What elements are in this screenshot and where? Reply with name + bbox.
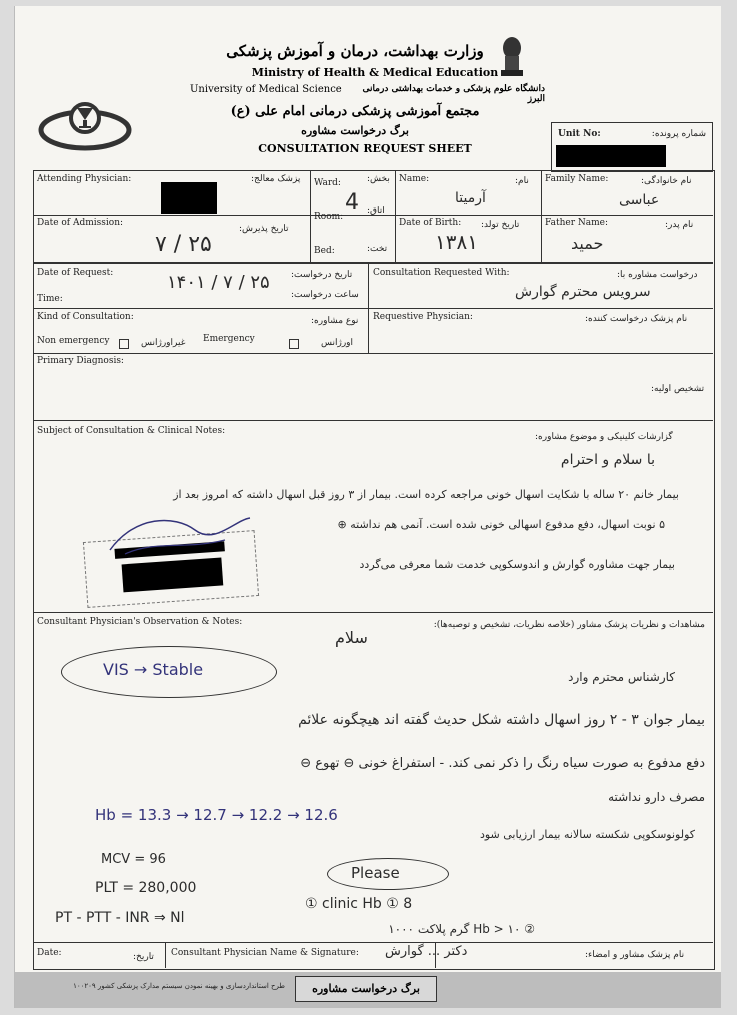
request-time-label-fa: ساعت درخواست: [291,290,359,300]
ministry-title-fa: وزارت بهداشت، درمان و آموزش پزشکی [226,42,484,60]
university-fa: دانشگاه علوم پزشکی و خدمات بهداشتی درمانی البرز [362,84,545,104]
non-emergency-label-fa: غیراورژانس [141,338,186,348]
family-name-label: Family Name: [545,174,609,184]
name-label-fa: نام: [515,176,529,186]
unit-no-label-fa: شماره پرونده: [651,129,706,139]
birth-date-label-fa: تاریخ تولد: [481,220,520,230]
obs-line-3: دفع مدفوع به صورت سیاه رنگ را ذکر نمی کند. - استفراغ خونی ⊖ تهوع ⊖ [300,756,705,771]
requested-with-label: Consultation Requested With: [373,268,510,278]
vis-note: VIS → Stable [103,660,204,679]
observation-salam: سلام [335,628,368,647]
signature-scribble [105,510,255,560]
request-date-value: ۱۴۰۱ / ۷ / ۲۵ [167,272,270,293]
father-name-value: حمید [571,234,604,253]
obs-hb-trend: Hb = 13.3 → 12.7 → 12.2 → 12.6 [95,806,338,824]
requested-with-value: سرویس محترم گوارش [515,284,651,300]
request-date-label-fa: تاریخ درخواست: [291,270,353,280]
obs-plt: PLT = 280,000 [95,880,197,896]
ward-value: 4 [345,190,359,215]
father-name-label-fa: نام پدر: [665,220,694,230]
requested-with-label-fa: درخواست مشاوره با: [617,270,698,280]
request-time-label: Time: [37,294,63,304]
observation-label-fa: مشاهدات و نظریات پزشک مشاور (خلاصه نظریات، تشخیص و توصیه‌ها): [433,620,705,630]
obs-line-1: کارشناس محترم وارد [568,670,675,684]
family-name-value: عباسی [619,192,660,208]
emergency-label-fa: اورژانس [321,338,354,348]
bed-label-fa: تخت: [367,244,388,254]
consultant-signature-label-fa: نام پزشک مشاور و امضاء: [585,950,685,960]
subject-line-3: ۵ نوبت اسهال، دفع مدفوع اسهالی خونی شده است. آنمی هم نداشته ⊕ [337,518,665,531]
attending-label: Attending Physician: [37,174,132,184]
date-label-fa: تاریخ: [133,952,154,962]
obs-plan-2: ② Hb > ۱۰ گرم پلاکت ۱۰۰۰ [388,922,535,936]
obs-coag: PT - PTT - INR ⇒ Nl [55,910,185,926]
ward-label-fa: بخش: [367,174,390,184]
name-value: آرمیتا [455,190,486,206]
birth-date-label: Date of Birth: [399,218,462,228]
ward-label: Ward: [314,178,341,188]
emergency-checkbox[interactable] [289,339,299,349]
room-label-fa: اتاق: [367,206,385,216]
redaction-stamp-2 [122,557,224,592]
admission-value: ۷ / ۲۵ [155,232,212,257]
observation-label: Consultant Physician's Observation & Notes: [37,617,243,627]
requestive-physician-label-fa: نام پزشک درخواست کننده: [585,314,688,324]
diagnosis-label-fa: تشخیص اولیه: [651,384,705,394]
obs-plan-1: ① clinic Hb ① 8 [305,896,413,912]
bottom-note: طرح استانداردسازی و بهینه نمودن سیستم مدارک پزشکی کشور ۱۰۰۲۰۹ [73,982,285,990]
request-date-label: Date of Request: [37,268,114,278]
form-title-en: CONSULTATION REQUEST SHEET [258,142,472,155]
room-label: Room: [314,212,344,222]
admission-label-fa: تاریخ پذیرش: [239,224,289,234]
obs-please: Please [351,864,400,882]
consultant-signature-label: Consultant Physician Name & Signature: [171,948,359,958]
obs-line-7: کولونوسکوپی شکسته سالانه بیمار ارزیابی شود [479,828,695,841]
admission-label: Date of Admission: [37,218,124,228]
birth-date-value: ۱۳۸۱ [435,230,478,254]
bed-label: Bed: [314,246,335,256]
family-name-label-fa: نام خانوادگی: [641,176,692,186]
center-name: مجتمع آموزشی پزشکی درمانی امام علی (ع) [230,104,480,119]
kind-label-fa: نوع مشاوره: [311,316,359,326]
unit-no-box [551,122,713,172]
kind-label: Kind of Consultation: [37,312,134,322]
requestive-physician-label: Requestive Physician: [373,312,473,322]
consultation-form [14,6,721,1008]
obs-mcv: MCV = 96 [101,852,166,867]
obs-line-4: مصرف دارو نداشته [608,790,705,804]
diagnosis-label: Primary Diagnosis: [37,356,124,366]
ministry-title-en: Ministry of Health & Medical Education [251,66,499,79]
university-en: University of Medical Science [190,84,342,95]
redaction-unit-no [556,145,666,167]
redaction-attending [161,182,217,214]
attending-label-fa: پزشک معالج: [251,174,301,184]
subject-line-4: بیمار جهت مشاوره گوارش و اندوسکوپی خدمت شما معرفی می‌گردد [359,558,675,571]
hospital-logo [37,96,133,156]
name-label: Name: [399,174,430,184]
form-title-fa: برگ درخواست مشاوره [301,124,409,137]
emergency-label: Emergency [203,334,255,344]
subject-line-2: بیمار خانم ۲۰ ساله با شکایت اسهال خونی مراجعه کرده است. بیمار از ۳ روز قبل اسهال داشته که امروز بعد از [173,488,679,501]
unit-no-label: Unit No: [558,129,601,139]
date-label: Date: [37,948,62,958]
bottom-form-label: برگ درخواست مشاوره [295,976,437,1002]
subject-line-1: با سلام و احترام [560,452,655,468]
subject-label-fa: گزارشات کلینیکی و موضوع مشاوره: [535,432,673,442]
father-name-label: Father Name: [545,218,609,228]
subject-label: Subject of Consultation & Clinical Notes: [37,426,226,436]
non-emergency-checkbox[interactable] [119,339,129,349]
obs-line-2: بیمار جوان ۳ - ۲ روز اسهال داشته شکل حدیث گفته اند هیچگونه علائم [298,712,705,728]
consultant-signature-value: دکتر ... گوارش [385,944,468,959]
non-emergency-label: Non emergency [37,336,110,346]
